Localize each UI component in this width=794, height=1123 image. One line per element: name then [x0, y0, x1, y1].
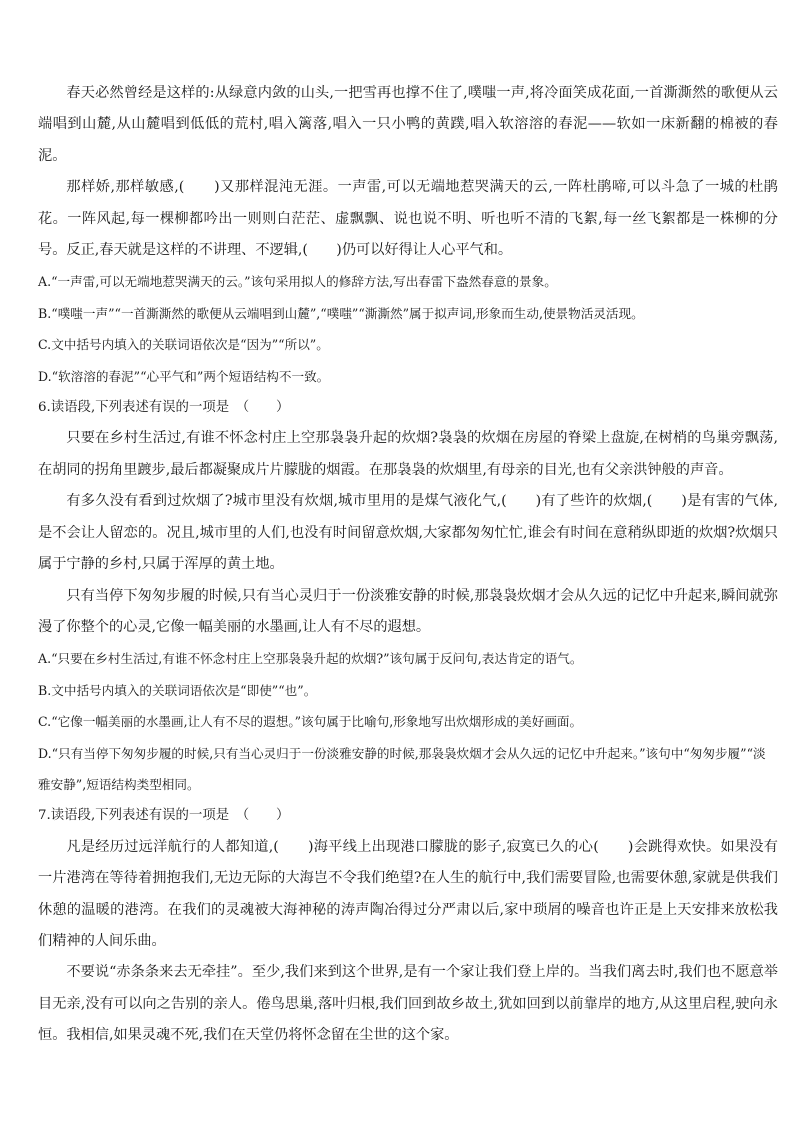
q5-option-b: B.“噗嗤一声”“一首澌澌然的歌便从云端唱到山麓”,“噗嗤”“澌澌然”属于拟声词,形象而生动,使景物活灵活现。: [38, 305, 644, 321]
q5-option-a: A.“一声雷,可以无端地惹哭满天的云。”该句采用拟人的修辞方法,写出春雷下盎然春意的景象。: [38, 274, 557, 290]
q6-option-d: D.“只有当停下匆匆步履的时候,只有当心灵归于一份淡雅安静的时候,那袅袅炊烟才会从久远的记忆中升起来。”该句中“匆匆步履”“淡雅安静”,短语结构类型相同。: [38, 745, 766, 792]
q6-option-a: A.“只要在乡村生活过,有谁不怀念村庄上空那袅袅升起的炊烟?”该句属于反问句,表达肯定的语气。: [38, 651, 583, 667]
q6-paragraph-2: 有多久没有看到过炊烟了?城市里没有炊烟,城市里用的是煤气液化气,( )有了些许的炊烟,( )是有害的气体,是不会让人留恋的。况且,城市里的人们,也没有时间留意炊烟,大家都匆匆忙忙,谁会有时间在意稍纵即逝的炊烟?炊烟只属于宁静的乡村,只属于浑厚的黄土地。: [38, 493, 778, 573]
exam-page: [38, 78, 778, 1052]
q6-option-c: C.“它像一幅美丽的水墨画,让人有不尽的遐想。”该句属于比喻句,形象地写出炊烟形成的美好画面。: [38, 714, 583, 730]
q5-option-d: D.“软溶溶的春泥”“心平气和”两个短语结构不一致。: [38, 368, 330, 384]
q7-paragraph-1: 凡是经历过远洋航行的人都知道,( )海平线上出现港口朦胧的影子,寂寞已久的心( )会跳得欢快。如果没有一片港湾在等待着拥抱我们,无边无际的大海岂不令我们绝望?在人生的航行中,我们需要冒险,也需要休憩,家就是供我们休憩的温暖的港湾。在我们的灵魂被大海神秘的涛声陶冶得过分严肃以后,家中琐屑的噪音也许正是上天安排来放松我们精神的人间乐曲。: [38, 838, 778, 949]
q6-paragraph-1: 只要在乡村生活过,有谁不怀念村庄上空那袅袅升起的炊烟?袅袅的炊烟在房屋的脊梁上盘旋,在树梢的鸟巢旁飘荡,在胡同的拐角里踱步,最后都凝聚成片片朦胧的烟霞。在那袅袅的炊烟里,有母亲的目光,也有父亲洪钟般的声音。: [38, 430, 778, 478]
q6-paragraph-3: 只有当停下匆匆步履的时候,只有当心灵归于一份淡雅安静的时候,那袅袅炊烟才会从久远的记忆中升起来,瞬间就弥漫了你整个的心灵,它像一幅美丽的水墨画,让人有不尽的遐想。: [38, 587, 778, 635]
passage-5-paragraph-1: 春天必然曾经是这样的:从绿意内敛的山头,一把雪再也撑不住了,噗嗤一声,将冷面笑成花面,一首澌澌然的歌便从云端唱到山麓,从山麓唱到低低的荒村,唱入篱落,唱入一只小鸭的黄蹼,唱入软溶溶的春泥——软如一床新翻的棉被的春泥。: [38, 85, 778, 164]
passage-5-paragraph-2: 那样娇,那样敏感,( )又那样混沌无涯。一声雷,可以无端地惹哭满天的云,一阵杜鹃啼,可以斗急了一城的杜鹃花。一阵风起,每一棵柳都吟出一则则白茫茫、虚飘飘、说也说不明、听也听不清的飞絮,每一丝飞絮都是一株柳的分号。反正,春天就是这样的不讲理、不逻辑,( )仍可以好得让人心平气和。: [38, 179, 778, 259]
question-6-stem: 6.读语段,下列表述有误的一项是 （ ）: [38, 400, 290, 416]
q5-option-c: C.文中括号内填入的关联词语依次是“因为”“所以”。: [38, 337, 329, 353]
question-7-stem: 7.读语段,下列表述有误的一项是 （ ）: [38, 808, 290, 824]
q6-option-b: B.文中括号内填入的关联词语依次是“即使”“也”。: [38, 682, 317, 698]
q7-paragraph-2: 不要说“赤条条来去无牵挂”。至少,我们来到这个世界,是有一个家让我们登上岸的。当我们离去时,我们也不愿意举目无亲,没有可以向之告别的亲人。倦鸟思巢,落叶归根,我们回到故乡故土,犹如回到以前靠岸的地方,从这里启程,驶向永恒。我相信,如果灵魂不死,我们在天堂仍将怀念留在尘世的这个家。: [38, 964, 778, 1044]
